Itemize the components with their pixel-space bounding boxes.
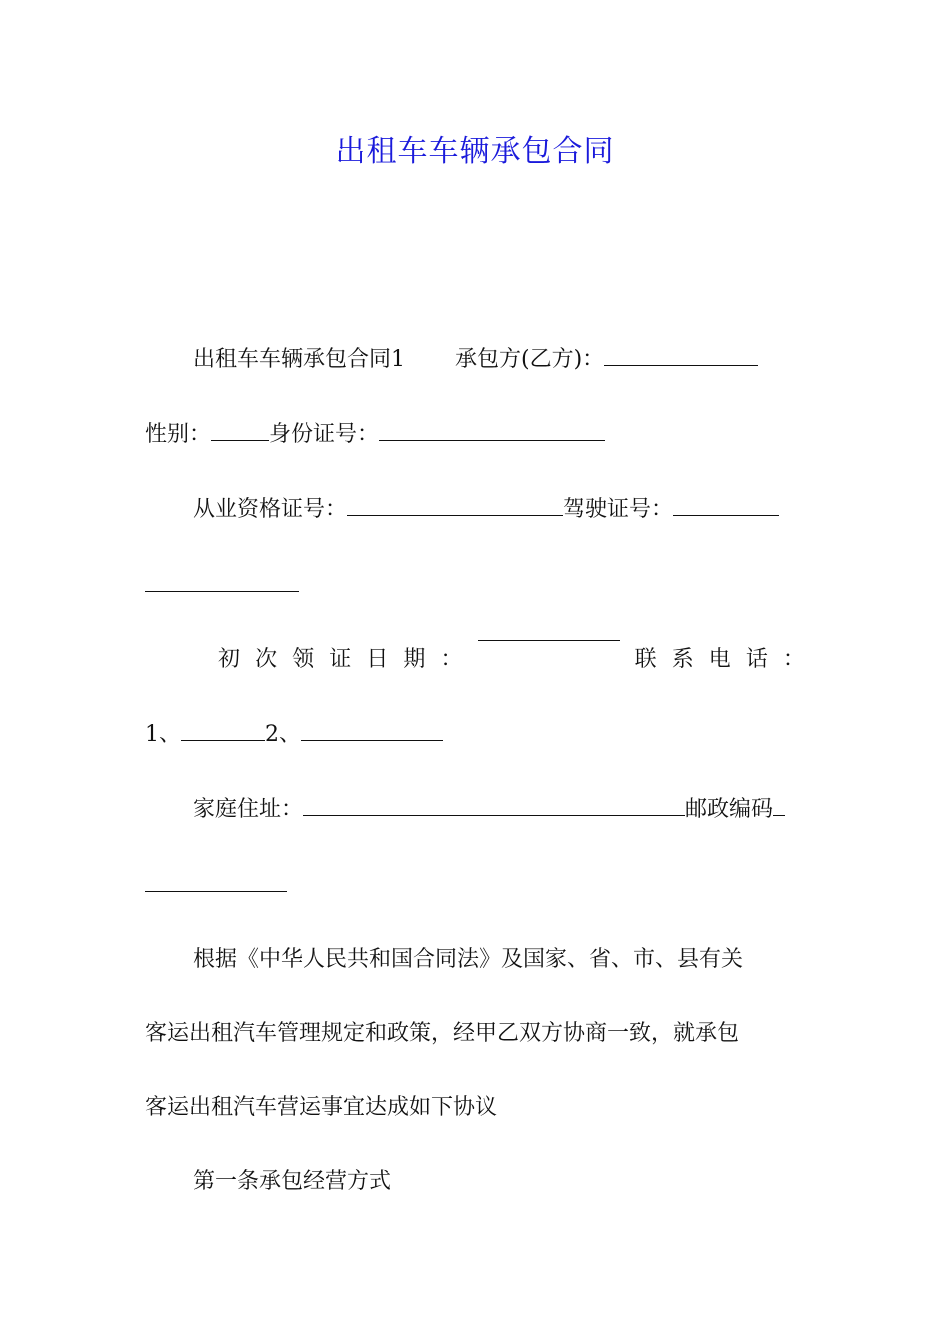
phone-1-label: 1、 (145, 722, 181, 747)
contractor-line (193, 340, 805, 380)
first-issue-phone-line (218, 640, 805, 680)
issue-char: 领 (292, 647, 315, 672)
postcode-blank[interactable] (773, 815, 785, 816)
paragraph-line: 客运出租汽车营运事宜达成如下协议 (145, 1095, 498, 1120)
license-blank-continued[interactable] (145, 591, 299, 592)
qualification-blank[interactable] (347, 515, 563, 516)
contractor-label: 承包方(乙方)： (455, 347, 605, 372)
address-blank[interactable] (303, 815, 685, 816)
phone-numbers-line (145, 715, 805, 755)
contractor-blank[interactable] (604, 365, 758, 366)
phone-1-blank[interactable] (181, 740, 265, 741)
qualification-line (193, 490, 805, 530)
phone-char: 电 (708, 647, 731, 672)
contract-number-label: 出租车车辆承包合同1 (193, 347, 405, 372)
gender-blank[interactable] (211, 440, 269, 441)
document-title: 出租车车辆承包合同 (335, 134, 615, 169)
postcode-continued-line (145, 866, 805, 906)
phone-char: 联 (634, 647, 657, 672)
issue-char: 初 (218, 647, 241, 672)
paragraph-line: 客运出租汽车管理规定和政策，经甲乙双方协商一致，就承包 (145, 1021, 740, 1046)
issue-char: 次 (255, 647, 278, 672)
issue-char: 期 (403, 647, 426, 672)
postcode-blank-continued[interactable] (145, 891, 287, 892)
issue-char: 日 (366, 647, 389, 672)
first-issue-date-blank[interactable] (478, 640, 620, 641)
issue-char: 证 (329, 647, 352, 672)
phone-char: ： (782, 647, 805, 672)
gender-label: 性别： (145, 422, 212, 447)
section-heading: 第一条承包经营方式 (193, 1169, 392, 1194)
issue-char: ： (440, 647, 463, 672)
qualification-label: 从业资格证号： (193, 497, 348, 522)
phone-2-blank[interactable] (301, 740, 443, 741)
phone-2-label: 2、 (265, 722, 301, 747)
gender-id-line (145, 415, 805, 455)
phone-char: 话 (745, 647, 768, 672)
license-blank[interactable] (673, 515, 779, 516)
phone-char: 系 (671, 647, 694, 672)
paragraph-line: 根据《中华人民共和国合同法》及国家、省、市、县有关 (193, 947, 744, 972)
postcode-label: 邮政编码 (685, 797, 774, 822)
license-continued-line (145, 566, 805, 606)
address-label: 家庭住址： (193, 797, 304, 822)
id-number-blank[interactable] (379, 440, 605, 441)
id-number-label: 身份证号： (269, 422, 380, 447)
address-line (193, 790, 805, 830)
license-label: 驾驶证号： (563, 497, 674, 522)
